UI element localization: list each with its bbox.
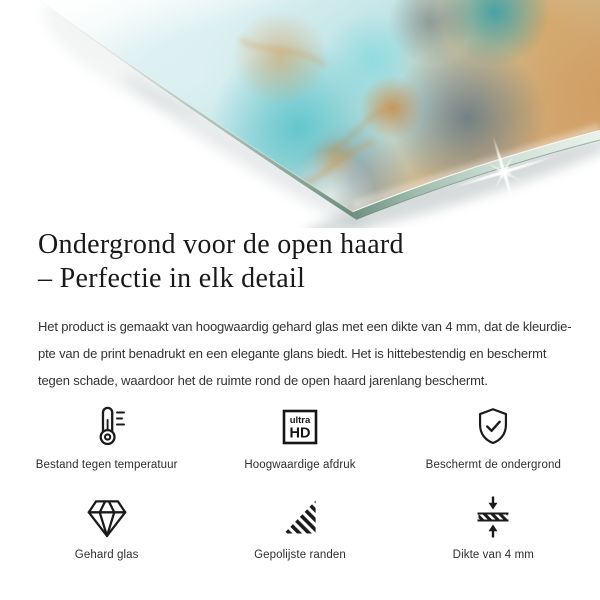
ultra-hd-icon-text-bottom: HD (289, 425, 311, 442)
feature-label: Dikte van 4 mm (452, 549, 534, 561)
feature-label: Hoogwaardige afdruk (244, 459, 356, 471)
ultra-hd-icon-text-top: ultra (289, 415, 311, 426)
description-line: Het product is gemaakt van hoogwaardig gehard glas met een dikte van 4 mm, dat de kleurdie- (38, 319, 572, 334)
page-title-line1: Ondergrond voor de open haard (38, 229, 404, 260)
feature-tempered-glass (10, 492, 203, 561)
feature-label: Gehard glas (74, 549, 139, 561)
description-line: pte van de print benadrukt en een elegante glans biedt. Het is hittebestendig en beschermt (38, 346, 547, 361)
feature-temperature (10, 402, 203, 471)
diamond-icon (84, 492, 130, 542)
product-image (0, 0, 600, 228)
description-line: tegen schade, waardoor het de ruimte rond de open haard jarenlang beschermt. (38, 373, 488, 388)
thermometer-icon (83, 402, 131, 452)
thickness-icon (469, 492, 517, 542)
ultra-hd-icon (276, 402, 324, 452)
glass-panel-art (0, 0, 600, 228)
feature-label: Gepolijste randen (254, 549, 346, 561)
page-title (38, 228, 562, 296)
feature-label: Beschermt de ondergrond (425, 459, 561, 471)
feature-print-quality (203, 402, 396, 471)
page-title-line2: – Perfectie in elk detail (38, 263, 306, 294)
shield-check-icon (470, 402, 516, 452)
feature-protects-floor (397, 402, 590, 471)
feature-thickness (397, 492, 590, 561)
product-description (38, 313, 572, 394)
feature-label: Bestand tegen temperatuur (35, 459, 178, 471)
feature-grid (10, 402, 590, 561)
polished-edges-icon (278, 492, 322, 542)
feature-polished-edges (203, 492, 396, 561)
